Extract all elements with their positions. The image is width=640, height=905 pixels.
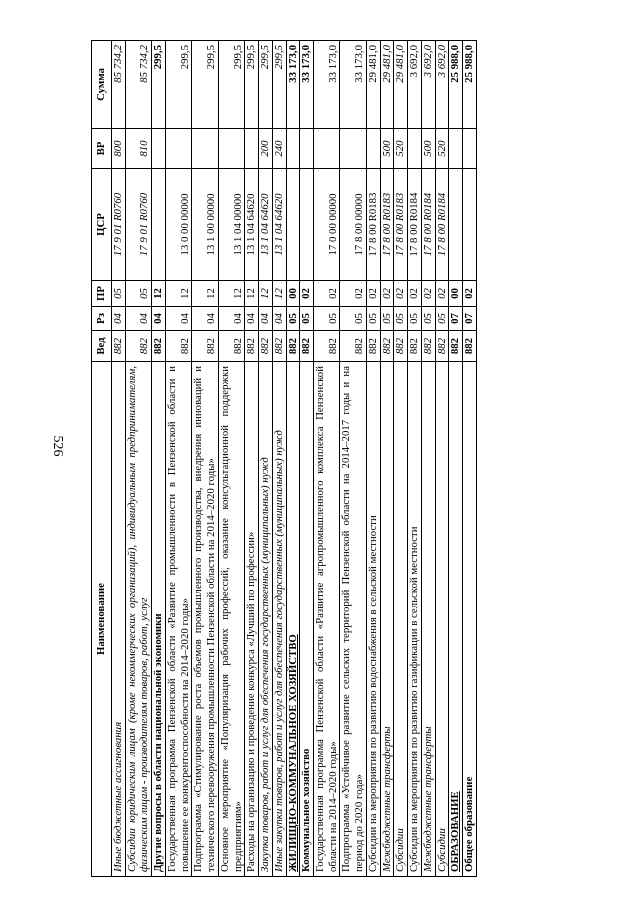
cell-pr: 05 — [112, 281, 126, 307]
cell-csr — [286, 169, 300, 281]
cell-csr: 13 0 00 00000 — [165, 169, 191, 281]
cell-ved: 882 — [408, 331, 422, 362]
cell-sum: 29 481,0 — [380, 41, 394, 129]
table-row — [314, 41, 340, 877]
cell-pr: 02 — [421, 281, 435, 307]
cell-ved: 882 — [125, 331, 151, 362]
cell-csr — [152, 169, 166, 281]
cell-ved: 882 — [366, 331, 380, 362]
cell-sum: 3 692,0 — [435, 41, 449, 129]
cell-name: Межбюджетные трансферты — [421, 362, 435, 877]
cell-pr: 02 — [380, 281, 394, 307]
cell-pr: 02 — [314, 281, 340, 307]
cell-name: ОБРАЗОВАНИЕ — [449, 362, 463, 877]
cell-sum: 25 988,0 — [449, 41, 463, 129]
cell-rz: 05 — [435, 307, 449, 331]
cell-csr: 17 8 00 R0184 — [408, 169, 422, 281]
cell-csr — [463, 169, 477, 281]
header-name: Наименование — [92, 362, 112, 877]
cell-vr: 520 — [435, 129, 449, 169]
cell-ved: 882 — [165, 331, 191, 362]
rotated-page-content — [91, 41, 541, 877]
cell-ved: 882 — [152, 331, 166, 362]
budget-table — [91, 40, 477, 877]
header-ved: Вед — [92, 331, 112, 362]
table-row — [449, 41, 463, 877]
cell-csr — [449, 169, 463, 281]
cell-vr — [192, 129, 218, 169]
cell-name: Государственная программа Пензенской области «Развитие промышленности в Пензенской области и повышение ее конкурентоспособности на 2014–2020 годы» — [165, 362, 191, 877]
cell-rz: 05 — [314, 307, 340, 331]
cell-csr: 13 1 04 64620 — [259, 169, 273, 281]
cell-ved: 882 — [259, 331, 273, 362]
table-row — [272, 41, 286, 877]
cell-rz: 04 — [165, 307, 191, 331]
cell-vr — [366, 129, 380, 169]
cell-sum: 85 734,2 — [112, 41, 126, 129]
cell-pr: 02 — [366, 281, 380, 307]
cell-csr: 17 8 00 R0183 — [366, 169, 380, 281]
cell-csr — [300, 169, 314, 281]
table-row — [366, 41, 380, 877]
cell-rz: 05 — [394, 307, 408, 331]
cell-name: Подпрограмма «Стимулирование роста объемов промышленного производства, внедрения инноваций и технического перевооружения промышленности Пензенской области на 2014–2020 годы» — [192, 362, 218, 877]
cell-csr: 17 8 00 00000 — [340, 169, 366, 281]
cell-sum: 85 734,2 — [125, 41, 151, 129]
cell-name: Субсидии — [394, 362, 408, 877]
cell-vr: 240 — [272, 129, 286, 169]
cell-ved: 882 — [463, 331, 477, 362]
cell-csr: 17 0 00 00000 — [314, 169, 340, 281]
cell-ved: 882 — [192, 331, 218, 362]
cell-ved: 882 — [314, 331, 340, 362]
table-row — [435, 41, 449, 877]
cell-name: Другие вопросы в области национальной экономики — [152, 362, 166, 877]
cell-ved: 882 — [421, 331, 435, 362]
cell-sum: 33 173,0 — [314, 41, 340, 129]
cell-pr: 02 — [435, 281, 449, 307]
cell-sum: 3 692,0 — [421, 41, 435, 129]
cell-rz: 04 — [272, 307, 286, 331]
table-row — [165, 41, 191, 877]
table-row — [286, 41, 300, 877]
cell-rz: 05 — [408, 307, 422, 331]
header-csr: ЦСР — [92, 169, 112, 281]
cell-vr: 500 — [380, 129, 394, 169]
cell-ved: 882 — [245, 331, 259, 362]
cell-name: ЖИЛИЩНО-КОММУНАЛЬНОЕ ХОЗЯЙСТВО — [286, 362, 300, 877]
cell-sum: 299,5 — [165, 41, 191, 129]
cell-sum: 299,5 — [192, 41, 218, 129]
table-row — [340, 41, 366, 877]
cell-rz: 04 — [259, 307, 273, 331]
cell-name: Общее образование — [463, 362, 477, 877]
cell-pr: 12 — [152, 281, 166, 307]
cell-csr: 17 8 00 R0184 — [435, 169, 449, 281]
cell-pr: 02 — [394, 281, 408, 307]
cell-sum: 29 481,0 — [394, 41, 408, 129]
cell-csr: 13 1 00 00000 — [192, 169, 218, 281]
cell-pr: 02 — [300, 281, 314, 307]
table-row — [259, 41, 273, 877]
table-body — [112, 41, 477, 877]
cell-ved: 882 — [435, 331, 449, 362]
cell-sum: 299,5 — [218, 41, 244, 129]
cell-vr — [245, 129, 259, 169]
table-row — [218, 41, 244, 877]
cell-csr: 13 1 04 64620 — [245, 169, 259, 281]
cell-ved: 882 — [112, 331, 126, 362]
cell-pr: 12 — [245, 281, 259, 307]
cell-vr: 810 — [125, 129, 151, 169]
table-row — [408, 41, 422, 877]
cell-rz: 05 — [286, 307, 300, 331]
cell-ved: 882 — [449, 331, 463, 362]
cell-sum: 299,5 — [259, 41, 273, 129]
header-sum: Сумма — [92, 41, 112, 129]
cell-ved: 882 — [286, 331, 300, 362]
cell-csr: 17 9 01 R0760 — [112, 169, 126, 281]
cell-pr: 05 — [125, 281, 151, 307]
cell-rz: 04 — [192, 307, 218, 331]
cell-rz: 04 — [245, 307, 259, 331]
header-vr: ВР — [92, 129, 112, 169]
cell-vr — [463, 129, 477, 169]
header-rz: Рз — [92, 307, 112, 331]
cell-ved: 882 — [272, 331, 286, 362]
cell-csr: 17 8 00 R0183 — [394, 169, 408, 281]
cell-name: Субсидии юридическим лицам (кроме некоммерческих организаций), индивидуальным предпринимателям, физическим лицам - производителям товаров, работ, услуг — [125, 362, 151, 877]
cell-vr — [218, 129, 244, 169]
cell-sum: 3 692,0 — [408, 41, 422, 129]
cell-name: Основное мероприятие «Популяризация рабочих профессий, оказание консультационной поддержки предприятиям» — [218, 362, 244, 877]
cell-rz: 07 — [449, 307, 463, 331]
cell-vr — [340, 129, 366, 169]
table-row — [245, 41, 259, 877]
cell-name: Субсидии на мероприятия по развитию водоснабжения в сельской местности — [366, 362, 380, 877]
cell-rz: 05 — [380, 307, 394, 331]
table-row — [152, 41, 166, 877]
cell-ved: 882 — [340, 331, 366, 362]
cell-sum: 25 988,0 — [463, 41, 477, 129]
cell-csr: 13 1 04 00000 — [218, 169, 244, 281]
table-row — [192, 41, 218, 877]
cell-vr: 800 — [112, 129, 126, 169]
table-row — [380, 41, 394, 877]
cell-csr: 17 8 00 R0184 — [421, 169, 435, 281]
cell-pr: 02 — [463, 281, 477, 307]
cell-rz: 04 — [112, 307, 126, 331]
table-row — [112, 41, 126, 877]
cell-sum: 33 173,0 — [300, 41, 314, 129]
cell-rz: 04 — [152, 307, 166, 331]
cell-rz: 04 — [125, 307, 151, 331]
cell-vr — [314, 129, 340, 169]
cell-pr: 12 — [192, 281, 218, 307]
cell-ved: 882 — [380, 331, 394, 362]
cell-name: Иные закупки товаров, работ и услуг для обеспечения государственных (муниципальных) нужд — [272, 362, 286, 877]
cell-vr — [300, 129, 314, 169]
table-row — [125, 41, 151, 877]
cell-vr — [165, 129, 191, 169]
cell-name: Расходы на организацию и проведение конкурса «Лучший по профессии» — [245, 362, 259, 877]
cell-vr — [152, 129, 166, 169]
cell-name: Коммунальное хозяйство — [300, 362, 314, 877]
cell-rz: 05 — [366, 307, 380, 331]
cell-pr: 12 — [218, 281, 244, 307]
cell-csr: 13 1 04 64620 — [272, 169, 286, 281]
cell-vr: 200 — [259, 129, 273, 169]
cell-sum: 299,5 — [272, 41, 286, 129]
page-number: 526 — [50, 435, 65, 457]
cell-csr: 17 9 01 R0760 — [125, 169, 151, 281]
cell-name: Государственная программа Пензенской области «Развитие агропромышленного комплекса Пензенской области на 2014–2020 годы» — [314, 362, 340, 877]
table-row — [463, 41, 477, 877]
cell-rz: 05 — [300, 307, 314, 331]
cell-rz: 07 — [463, 307, 477, 331]
cell-name: Межбюджетные трансферты — [380, 362, 394, 877]
cell-ved: 882 — [394, 331, 408, 362]
cell-sum: 299,5 — [152, 41, 166, 129]
cell-ved: 882 — [300, 331, 314, 362]
cell-vr — [286, 129, 300, 169]
cell-pr: 02 — [408, 281, 422, 307]
cell-name: Подпрограмма «Устойчивое развитие сельских территорий Пензенской области на 2014–2017 годы и на период до 2020 года» — [340, 362, 366, 877]
cell-vr — [408, 129, 422, 169]
cell-pr: 02 — [340, 281, 366, 307]
table-row — [300, 41, 314, 877]
cell-name: Иные бюджетные ассигнования — [112, 362, 126, 877]
cell-name: Субсидии на мероприятия по развитию газификации в сельской местности — [408, 362, 422, 877]
cell-sum: 33 173,0 — [286, 41, 300, 129]
cell-ved: 882 — [218, 331, 244, 362]
cell-vr: 520 — [394, 129, 408, 169]
cell-rz: 05 — [340, 307, 366, 331]
cell-pr: 12 — [259, 281, 273, 307]
table-row — [421, 41, 435, 877]
cell-sum: 299,5 — [245, 41, 259, 129]
cell-name: Субсидии — [435, 362, 449, 877]
cell-vr — [449, 129, 463, 169]
cell-pr: 00 — [286, 281, 300, 307]
header-pr: ПР — [92, 281, 112, 307]
cell-csr: 17 8 00 R0183 — [380, 169, 394, 281]
cell-rz: 04 — [218, 307, 244, 331]
cell-pr: 00 — [449, 281, 463, 307]
cell-rz: 05 — [421, 307, 435, 331]
cell-sum: 29 481,0 — [366, 41, 380, 129]
cell-pr: 12 — [272, 281, 286, 307]
cell-name: Закупка товаров, работ и услуг для обеспечения государственных (муниципальных) нужд — [259, 362, 273, 877]
table-row — [394, 41, 408, 877]
cell-vr: 500 — [421, 129, 435, 169]
cell-pr: 12 — [165, 281, 191, 307]
table-header-row — [92, 41, 112, 877]
cell-sum: 33 173,0 — [340, 41, 366, 129]
